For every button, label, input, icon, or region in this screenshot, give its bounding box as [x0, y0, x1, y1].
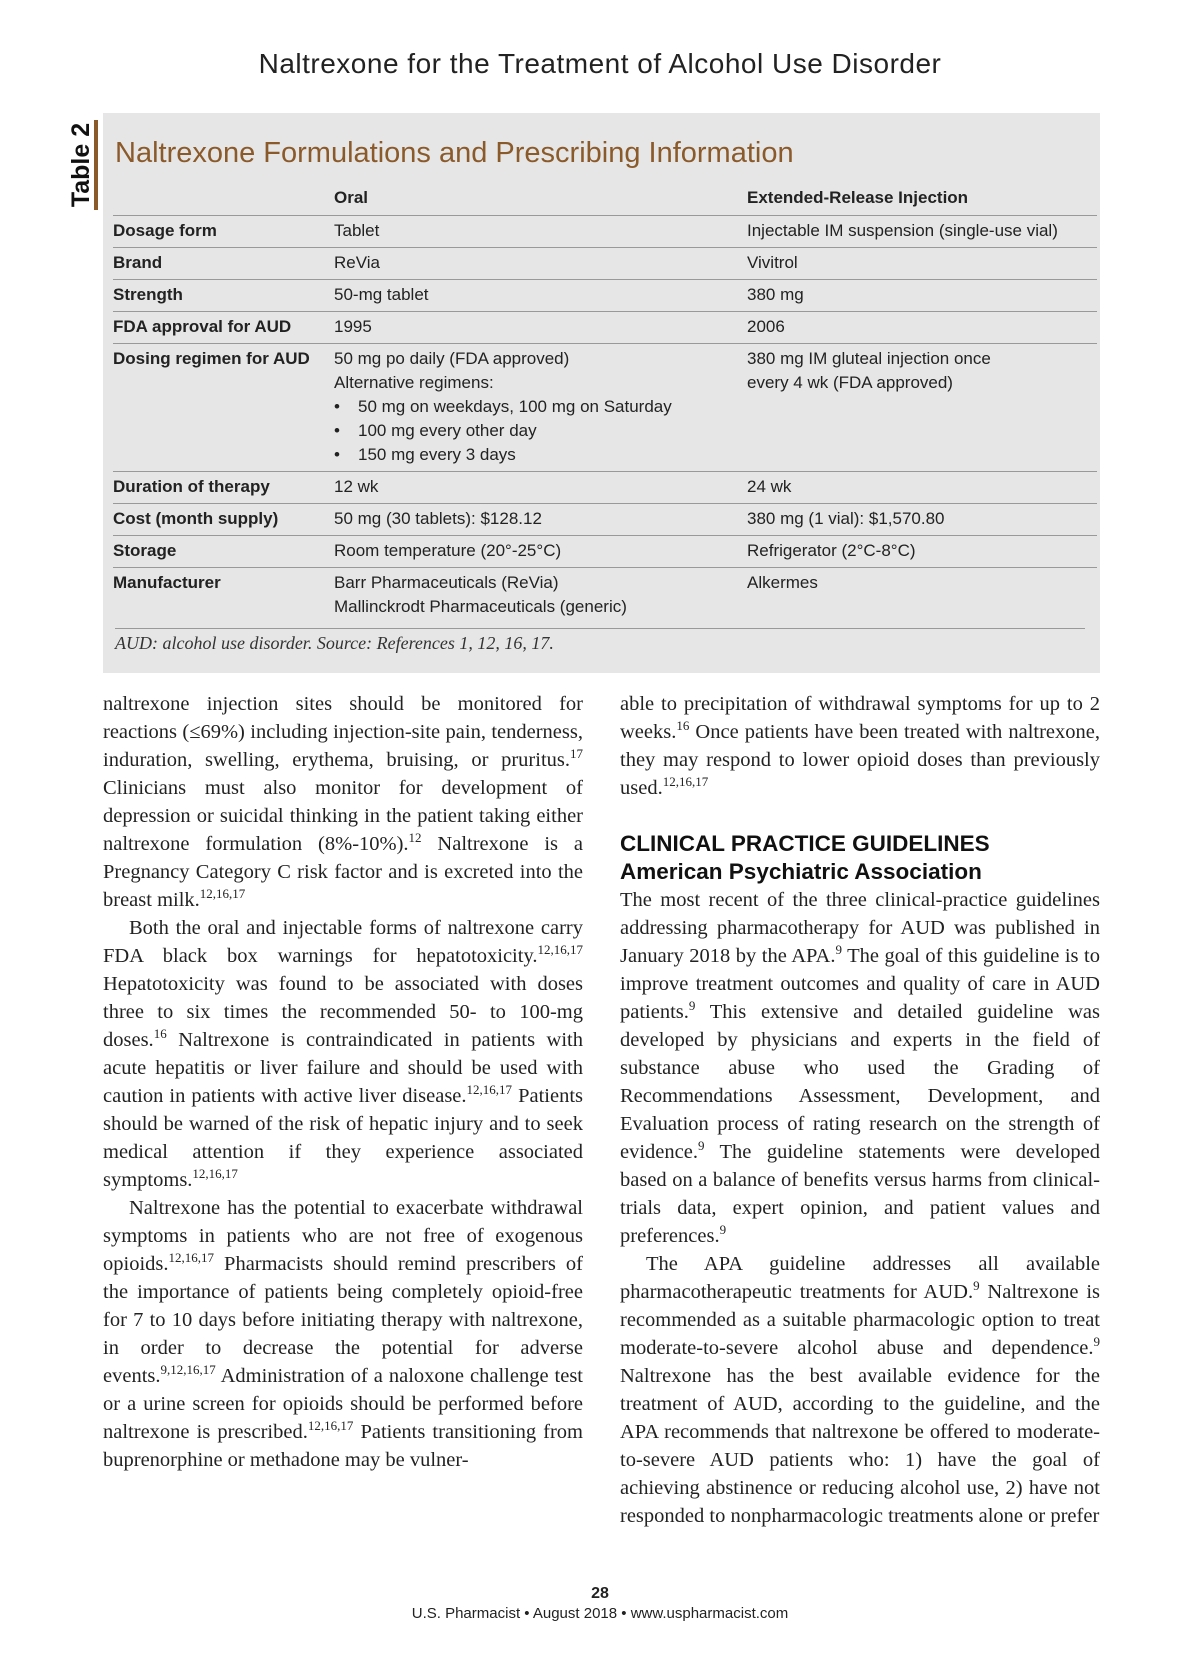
citation: 12,16,17 [168, 1250, 214, 1266]
text-run: Naltrexone is recommended as a suitable pharmacologic option to treat moderate-to-severe alcohol abuse and dependence. [620, 1281, 1100, 1359]
row-label: Brand [113, 248, 334, 280]
table-header-cell: Oral [334, 188, 369, 207]
table-row-dosing [113, 344, 1097, 472]
dose-main: 50 mg po daily (FDA approved) [334, 349, 570, 368]
er-cell: 380 mg (1 vial): $1,570.80 [747, 504, 1097, 536]
table-row [113, 280, 1097, 312]
oral-cell: Room temperature (20°-25°C) [334, 536, 747, 568]
text-run: Administration of a naloxone challenge test or a urine screen for opioids should be performed before naltrexone is prescribed. [103, 1365, 583, 1443]
text-run: The APA guideline addresses all available pharmacotherapeutic treatments for AUD. [620, 1253, 1100, 1303]
text-run: Naltrexone has the potential to exacerbate withdrawal symptoms in patients who are not free of exogenous opioids. [103, 1197, 583, 1275]
oral-cell: 50 mg (30 tablets): $128.12 [334, 504, 747, 536]
citation: 12,16,17 [307, 1418, 354, 1434]
table-row [113, 312, 1097, 344]
er-cell: 24 wk [747, 472, 1097, 504]
text-run: Pharmacists should remind prescribers of the importance of patients being completely opioid-free for 7 to 10 days before initiating therapy with naltrexone, in order to decrease the potential for adverse events. [103, 1253, 583, 1387]
citation: 9 [973, 1278, 980, 1294]
text-run: The most recent of the three clinical-practice guidelines addressing pharmacotherapy for AUD was published in January 2018 by the APA. [620, 889, 1100, 967]
row-label: Manufacturer [113, 568, 334, 624]
running-head: Naltrexone for the Treatment of Alcohol Use Disorder [258, 48, 942, 79]
table-row [113, 504, 1097, 536]
body-paragraph [103, 914, 583, 1194]
table-label-text: Table 2 [67, 122, 95, 208]
citation: 16 [676, 718, 690, 734]
body-paragraph [620, 690, 1100, 802]
text-run: The goal of this guideline is to improve treatment outcomes and quality of care in AUD patients. [620, 945, 1100, 1023]
dose-bullet: • 150 mg every 3 days [334, 443, 747, 467]
text-run: Clinicians must also monitor for development of depression or suicidal thinking in the patient taking either naltrexone formulation (8%-10%). [103, 777, 583, 855]
dose-bullet: • 100 mg every other day [334, 419, 747, 443]
right-column [620, 690, 1100, 1530]
oral-cell: Tablet [334, 216, 747, 248]
page-number: 28 [591, 1585, 609, 1602]
citation: 12,16,17 [466, 1082, 513, 1098]
section-heading [620, 830, 1100, 886]
manufacturer-line: Mallinckrodt Pharmaceuticals (generic) [334, 597, 627, 616]
table-box [103, 113, 1100, 673]
text-run: Patients transitioning from buprenorphine or methadone may be vulner- [103, 1421, 583, 1471]
oral-cell: 50-mg tablet [334, 280, 747, 312]
citation: 12,16,17 [662, 774, 709, 790]
body-paragraph [103, 1194, 583, 1474]
manufacturer-line: Barr Pharmaceuticals (ReVia) [334, 573, 559, 592]
er-cell [747, 344, 1097, 472]
table-header-cell [113, 185, 334, 216]
er-cell: 2006 [747, 312, 1097, 344]
body-paragraph [620, 886, 1100, 1250]
text-run: Hepatotoxicity was found to be associated with doses three to six times the recommended 50- to 100-mg doses. [103, 973, 583, 1051]
citation: 12 [408, 830, 422, 846]
citation: 12,16,17 [199, 886, 246, 902]
body-paragraph [620, 1250, 1100, 1530]
text-run: Both the oral and injectable forms of naltrexone carry FDA black box warnings for hepatotoxicity. [103, 917, 583, 967]
er-cell: Vivitrol [747, 248, 1097, 280]
er-cell: Injectable IM suspension (single-use vial) [747, 216, 1097, 248]
text-run: Naltrexone is a Pregnancy Category C risk factor and is excreted into the breast milk. [103, 833, 583, 911]
row-label: Duration of therapy [113, 472, 334, 504]
citation: 9,12,16,17 [160, 1362, 216, 1378]
text-run: The guideline statements were developed based on a balance of benefits versus harms from clinical-trials data, expert opinion, and patient values and preferences. [620, 1141, 1100, 1247]
oral-cell [334, 568, 747, 624]
body-paragraph [103, 690, 583, 914]
er-dose-line: 380 mg IM gluteal injection once [747, 349, 991, 368]
text-run: This extensive and detailed guideline was developed by physicians and experts in the field of substance abuse who used the Grading of Recommendations Assessment, Development, and Evaluation process of rating research on the strength of evidence. [620, 1001, 1100, 1163]
oral-cell: 12 wk [334, 472, 747, 504]
citation: 12,16,17 [537, 942, 583, 958]
table-row [113, 248, 1097, 280]
citation: 12,16,17 [192, 1166, 238, 1182]
citation: 16 [153, 1026, 167, 1042]
er-dose-line: every 4 wk (FDA approved) [747, 373, 953, 392]
table-label [66, 120, 98, 210]
row-label: FDA approval for AUD [113, 312, 334, 344]
table-row-manufacturer [113, 568, 1097, 624]
er-cell: Refrigerator (2°C-8°C) [747, 536, 1097, 568]
text-run: able to precipitation of withdrawal symptoms for up to 2 weeks. [620, 693, 1100, 743]
oral-cell [334, 344, 747, 472]
table-row [113, 472, 1097, 504]
citation: 9 [835, 942, 842, 958]
table-row [113, 216, 1097, 248]
oral-cell: 1995 [334, 312, 747, 344]
citation: 9 [1093, 1334, 1100, 1350]
dose-bullet: • 50 mg on weekdays, 100 mg on Saturday [334, 395, 747, 419]
page-footer [0, 1584, 1200, 1624]
heading-line: CLINICAL PRACTICE GUIDELINES [620, 831, 990, 856]
table-footnote: AUD: alcohol use disorder. Source: References 1, 12, 16, 17. [115, 628, 1085, 654]
row-label: Dosing regimen for AUD [113, 344, 334, 472]
prescribing-table [113, 185, 1097, 623]
table-header-cell: Extended-Release Injection [747, 188, 969, 207]
row-label: Cost (month supply) [113, 504, 334, 536]
er-cell: 380 mg [747, 280, 1097, 312]
left-column [103, 690, 583, 1474]
oral-cell: ReVia [334, 248, 747, 280]
dose-alt-label: Alternative regimens: [334, 373, 494, 392]
publication-line: U.S. Pharmacist • August 2018 • www.uspharmacist.com [411, 1605, 789, 1622]
citation: 9 [688, 998, 696, 1014]
citation: 17 [570, 746, 583, 762]
row-label: Storage [113, 536, 334, 568]
er-cell: Alkermes [747, 568, 1097, 624]
text-run: Once patients have been treated with naltrexone, they may respond to lower opioid doses than previously used. [620, 721, 1100, 799]
text-run: Naltrexone has the best available evidence for the treatment of AUD, according to the guideline, and the APA recommends that naltrexone be offered to moderate-to-severe AUD patients who: 1) have the goal of achieving abstinence or reducing alcohol use, 2) have not responded to nonpharmacologic treatments alone or prefer [620, 1365, 1100, 1527]
table-title: Naltrexone Formulations and Prescribing Information [115, 137, 794, 169]
citation: 9 [719, 1222, 727, 1238]
subheading-line: American Psychiatric Association [620, 859, 982, 884]
text-run: naltrexone injection sites should be monitored for reactions (≤69%) including injection-site pain, tenderness, induration, swelling, erythema, bruising, or pruritus. [103, 693, 583, 771]
text-run: Naltrexone is contraindicated in patients with acute hepatitis or liver failure and should be used with caution in patients with active liver disease. [103, 1029, 583, 1107]
text-run: Patients should be warned of the risk of hepatic injury and to seek medical attention if they experience associated symptoms. [103, 1085, 583, 1191]
citation: 9 [697, 1138, 705, 1154]
table-header-row [113, 185, 1097, 216]
table-row [113, 536, 1097, 568]
row-label: Strength [113, 280, 334, 312]
row-label: Dosage form [113, 216, 334, 248]
